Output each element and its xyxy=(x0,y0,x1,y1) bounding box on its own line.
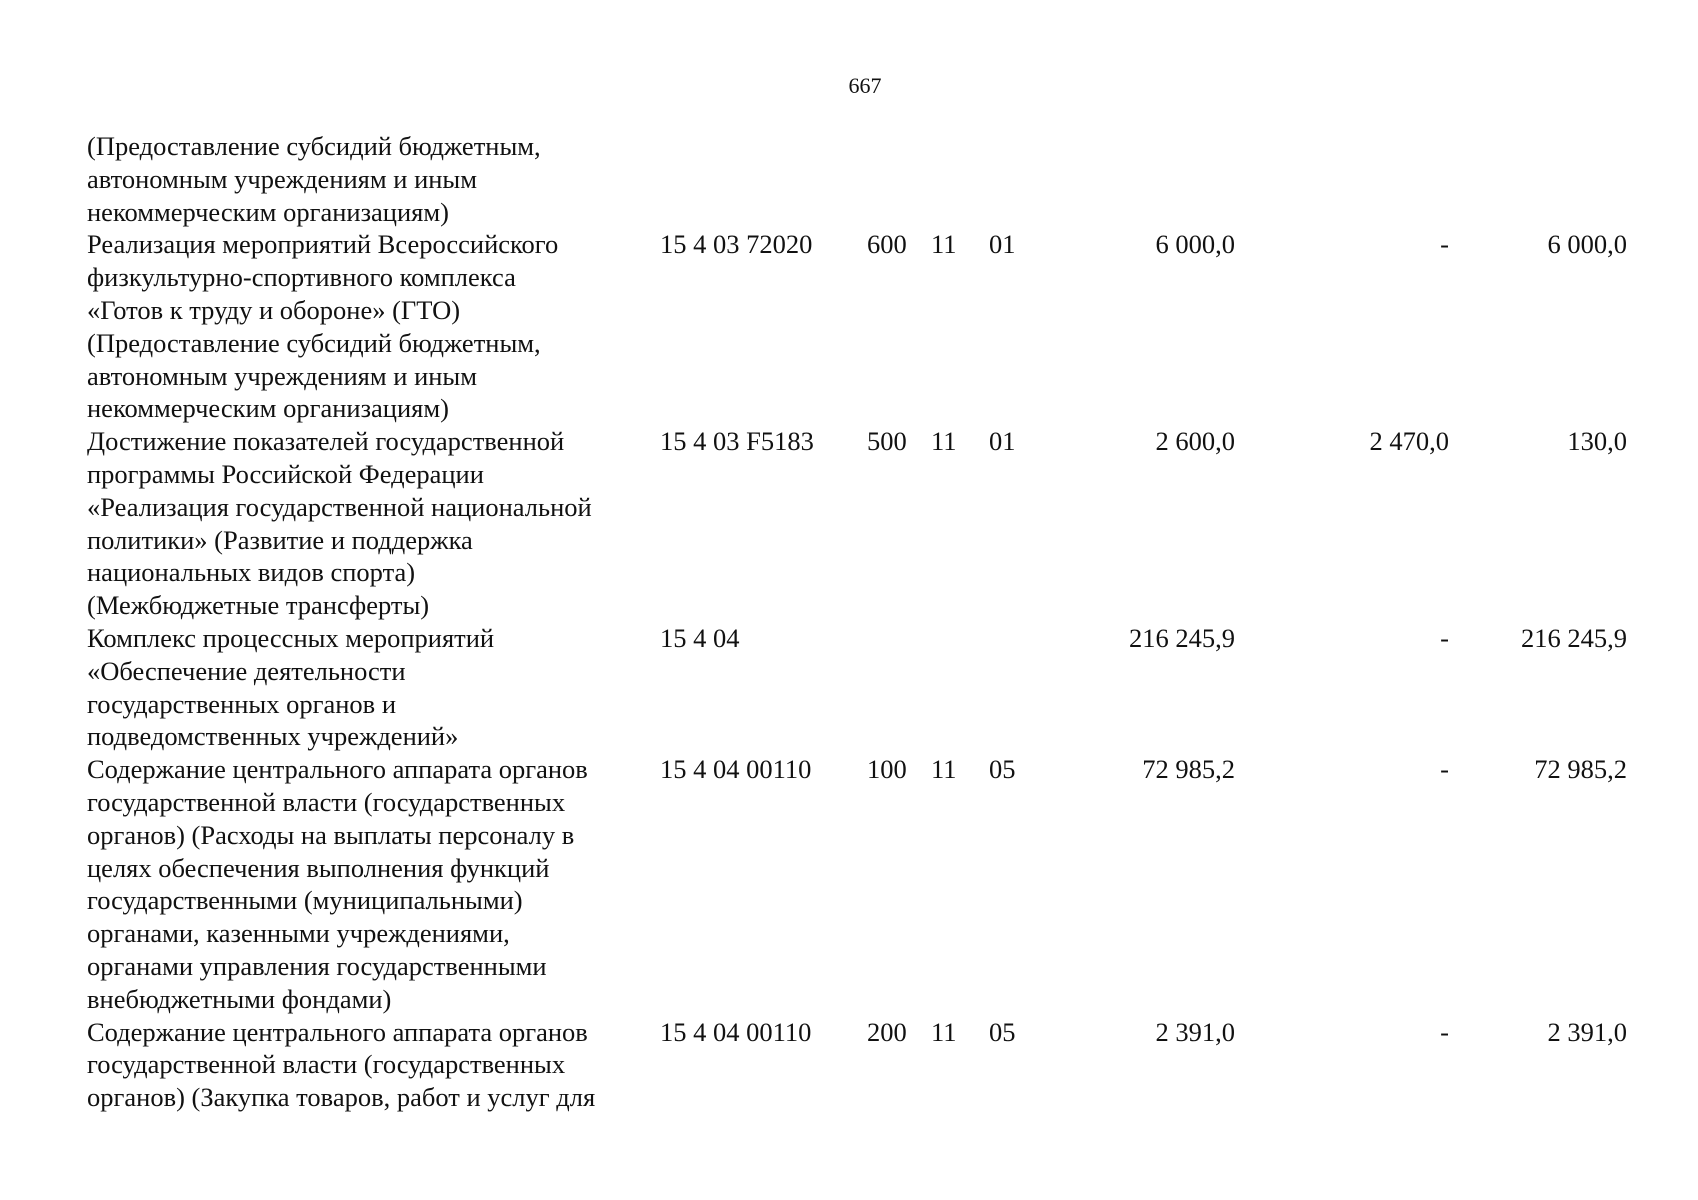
row-name-line: государственными (муниципальными) xyxy=(87,885,523,916)
row-code: 15 4 03 F5183 xyxy=(660,426,814,457)
row-federal: - xyxy=(1440,754,1449,785)
row-name-line: некоммерческим организациям) xyxy=(87,393,449,424)
row-total: 72 985,2 xyxy=(1142,754,1235,785)
row-name-line: программы Российской Федерации xyxy=(87,458,484,489)
table-row xyxy=(87,425,1627,622)
row-vr: 200 xyxy=(867,1016,907,1047)
row-name xyxy=(87,425,660,622)
row-vr: 600 xyxy=(867,229,907,260)
row-code: 15 4 03 72020 xyxy=(660,229,813,260)
row-name-line: национальных видов спорта) xyxy=(87,557,416,588)
row-federal: - xyxy=(1440,229,1449,260)
row-name-line: (Межбюджетные трансферты) xyxy=(87,590,430,621)
row-code: 15 4 04 00110 xyxy=(660,754,812,785)
row-rz: 11 xyxy=(931,1016,957,1047)
row-name-line: физкультурно-спортивного комплекса xyxy=(87,262,516,293)
row-rz: 11 xyxy=(931,754,957,785)
table-row xyxy=(87,753,1627,1015)
row-name-line: автономным учреждениям и иным xyxy=(87,163,478,194)
row-vr: 100 xyxy=(867,754,907,785)
row-rz: 11 xyxy=(931,426,957,457)
page-number: 667 xyxy=(848,73,882,98)
table-row xyxy=(87,622,1627,753)
row-code xyxy=(660,130,867,228)
row-name-line: органами, казенными учреждениями, xyxy=(87,918,510,949)
row-pr: 01 xyxy=(989,229,1016,260)
row-name-line: внебюджетными фондами) xyxy=(87,983,392,1014)
row-name-line: некоммерческим организациям) xyxy=(87,196,449,227)
row-name-line: государственной власти (государственных xyxy=(87,1049,566,1080)
row-name-line: Комплекс процессных мероприятий xyxy=(87,622,495,653)
row-pr xyxy=(989,622,1059,753)
row-name-line: (Предоставление субсидий бюджетным, xyxy=(87,327,541,358)
row-rz xyxy=(931,130,989,228)
row-name xyxy=(87,130,660,228)
row-rz: 11 xyxy=(931,229,957,260)
row-name xyxy=(87,622,660,753)
row-total: 2 600,0 xyxy=(1155,426,1235,457)
row-regional: 130,0 xyxy=(1567,426,1627,457)
row-name xyxy=(87,228,660,425)
row-total xyxy=(1059,130,1235,228)
row-regional: 2 391,0 xyxy=(1547,1016,1627,1047)
row-regional: 72 985,2 xyxy=(1534,754,1627,785)
row-vr xyxy=(867,622,931,753)
row-name-line: Достижение показателей государственной xyxy=(87,426,565,457)
row-federal: 2 470,0 xyxy=(1369,426,1449,457)
row-name-line: Содержание центрального аппарата органов xyxy=(87,754,588,785)
row-name-line: «Реализация государственной национальной xyxy=(87,491,592,522)
row-name-line: (Предоставление субсидий бюджетным, xyxy=(87,131,541,161)
row-name-line: государственной власти (государственных xyxy=(87,786,566,817)
row-rz xyxy=(931,622,989,753)
row-federal: - xyxy=(1440,1016,1449,1047)
row-name-line: автономным учреждениям и иным xyxy=(87,360,478,391)
row-name xyxy=(87,753,660,1015)
row-name-line: государственных органов и xyxy=(87,688,396,719)
row-pr: 01 xyxy=(989,426,1016,457)
table-row xyxy=(87,1016,1627,1114)
row-pr: 05 xyxy=(989,1016,1016,1047)
row-name-line: «Готов к труду и обороне» (ГТО) xyxy=(87,294,461,325)
budget-table xyxy=(87,130,1627,1114)
row-total: 2 391,0 xyxy=(1155,1016,1235,1047)
row-pr xyxy=(989,130,1059,228)
row-name-line: целях обеспечения выполнения функций xyxy=(87,852,550,883)
row-name-line: органов) (Расходы на выплаты персоналу в xyxy=(87,819,575,850)
row-regional xyxy=(1449,130,1627,228)
row-total: 6 000,0 xyxy=(1155,229,1235,260)
row-federal: - xyxy=(1440,622,1449,653)
row-name-line: «Обеспечение деятельности xyxy=(87,655,406,686)
row-vr: 500 xyxy=(867,426,907,457)
row-name-line: политики» (Развитие и поддержка xyxy=(87,524,473,555)
row-code: 15 4 04 00110 xyxy=(660,1016,812,1047)
table-row xyxy=(87,228,1627,425)
row-regional: 216 245,9 xyxy=(1521,622,1627,653)
row-total: 216 245,9 xyxy=(1129,622,1235,653)
row-name xyxy=(87,1016,660,1114)
row-federal xyxy=(1235,130,1449,228)
row-name-line: органами управления государственными xyxy=(87,950,547,981)
table-row xyxy=(87,130,1627,228)
row-name-line: органов) (Закупка товаров, работ и услуг для xyxy=(87,1082,596,1113)
row-regional: 6 000,0 xyxy=(1547,229,1627,260)
row-pr: 05 xyxy=(989,754,1016,785)
table-body xyxy=(87,130,1627,1114)
row-name-line: подведомственных учреждений» xyxy=(87,721,459,752)
row-name-line: Содержание центрального аппарата органов xyxy=(87,1016,588,1047)
row-code: 15 4 04 xyxy=(660,622,740,653)
row-vr xyxy=(867,130,931,228)
row-name-line: Реализация мероприятий Всероссийского xyxy=(87,229,559,260)
